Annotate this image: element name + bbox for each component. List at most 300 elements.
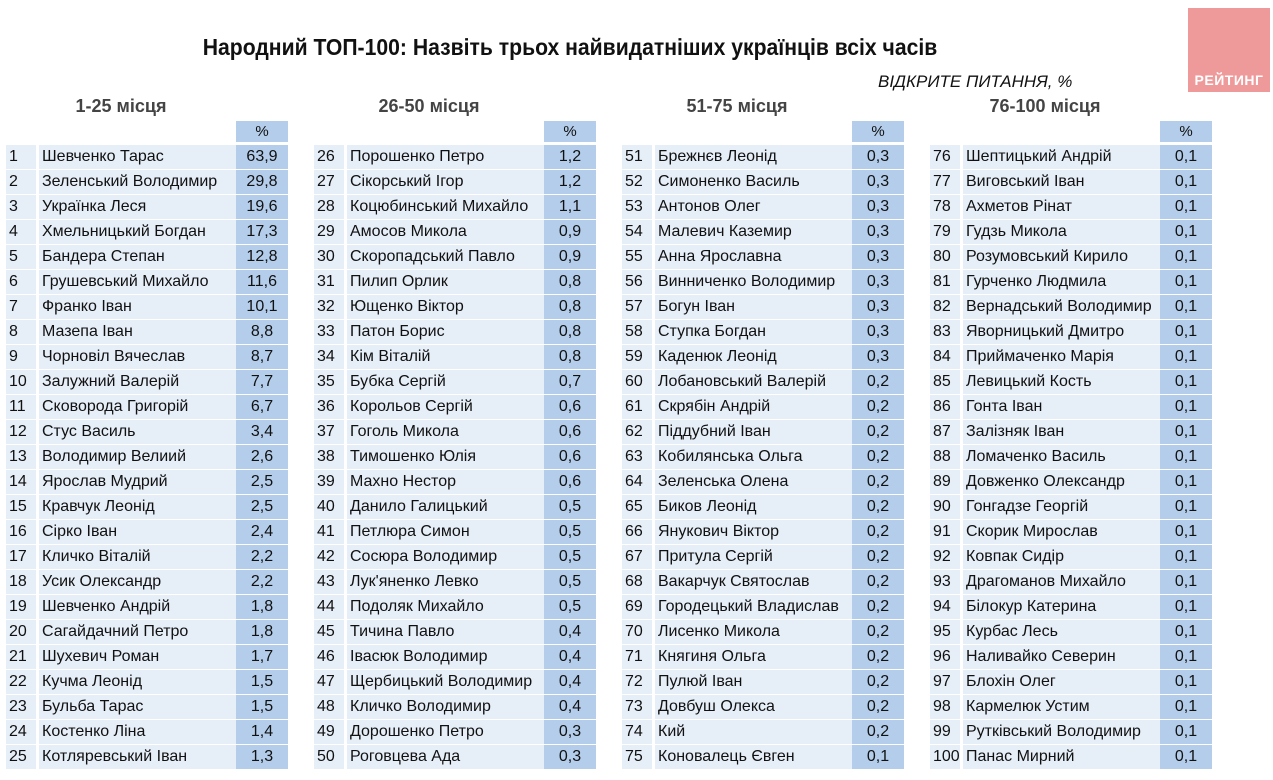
percent-value: 2,5 bbox=[236, 495, 288, 520]
percent-value: 2,2 bbox=[236, 570, 288, 595]
rank-number: 74 bbox=[622, 720, 652, 745]
table-row bbox=[6, 745, 296, 770]
percent-value: 0,3 bbox=[544, 720, 596, 745]
percent-value: 0,4 bbox=[544, 645, 596, 670]
rank-number: 99 bbox=[930, 720, 960, 745]
rank-number: 44 bbox=[314, 595, 344, 620]
rank-number: 72 bbox=[622, 670, 652, 695]
person-name: Вернадський Володимир bbox=[963, 295, 1160, 320]
person-name: Залужний Валерій bbox=[39, 370, 236, 395]
table-row bbox=[930, 195, 1220, 220]
percent-value: 63,9 bbox=[236, 145, 288, 170]
ranking-rows bbox=[314, 145, 604, 770]
percent-value: 1,5 bbox=[236, 670, 288, 695]
person-name: Кличко Володимир bbox=[347, 695, 544, 720]
percent-header: % bbox=[544, 121, 596, 142]
table-row bbox=[622, 620, 912, 645]
rank-number: 35 bbox=[314, 370, 344, 395]
rank-number: 2 bbox=[6, 170, 36, 195]
person-name: Усик Олександр bbox=[39, 570, 236, 595]
percent-value: 0,5 bbox=[544, 495, 596, 520]
percent-value: 0,8 bbox=[544, 345, 596, 370]
person-name: Янукович Віктор bbox=[655, 520, 852, 545]
percent-value: 0,1 bbox=[1160, 720, 1212, 745]
percent-value: 7,7 bbox=[236, 370, 288, 395]
rank-number: 10 bbox=[6, 370, 36, 395]
percent-value: 19,6 bbox=[236, 195, 288, 220]
rank-number: 65 bbox=[622, 495, 652, 520]
percent-value: 0,4 bbox=[544, 695, 596, 720]
person-name: Кучма Леонід bbox=[39, 670, 236, 695]
table-row bbox=[6, 545, 296, 570]
rank-number: 81 bbox=[930, 270, 960, 295]
rank-number: 17 bbox=[6, 545, 36, 570]
percent-value: 0,9 bbox=[544, 220, 596, 245]
person-name: Лук'яненко Левко bbox=[347, 570, 544, 595]
rank-number: 62 bbox=[622, 420, 652, 445]
table-row bbox=[314, 745, 604, 770]
table-row bbox=[314, 220, 604, 245]
table-row bbox=[622, 320, 912, 345]
table-row bbox=[6, 495, 296, 520]
person-name: Княгиня Ольга bbox=[655, 645, 852, 670]
table-row bbox=[6, 270, 296, 295]
rank-number: 11 bbox=[6, 395, 36, 420]
column-header: 1-25 місця bbox=[75, 96, 167, 116]
percent-value: 0,3 bbox=[852, 220, 904, 245]
rank-number: 18 bbox=[6, 570, 36, 595]
percent-value: 0,4 bbox=[544, 670, 596, 695]
person-name: Лобановський Валерій bbox=[655, 370, 852, 395]
person-name: Шухевич Роман bbox=[39, 645, 236, 670]
rank-number: 56 bbox=[622, 270, 652, 295]
person-name: Данило Галицький bbox=[347, 495, 544, 520]
rank-number: 37 bbox=[314, 420, 344, 445]
person-name: Грушевський Михайло bbox=[39, 270, 236, 295]
table-row bbox=[930, 370, 1220, 395]
table-row bbox=[930, 220, 1220, 245]
table-row bbox=[314, 695, 604, 720]
rank-number: 59 bbox=[622, 345, 652, 370]
table-row bbox=[622, 270, 912, 295]
percent-value: 1,8 bbox=[236, 620, 288, 645]
percent-value: 0,2 bbox=[852, 720, 904, 745]
rank-number: 36 bbox=[314, 395, 344, 420]
person-name: Кий bbox=[655, 720, 852, 745]
percent-value: 8,7 bbox=[236, 345, 288, 370]
percent-value: 0,2 bbox=[852, 395, 904, 420]
table-row bbox=[314, 245, 604, 270]
rank-number: 64 bbox=[622, 470, 652, 495]
percent-header: % bbox=[236, 121, 288, 142]
table-row bbox=[622, 595, 912, 620]
table-row bbox=[622, 345, 912, 370]
table-row bbox=[622, 545, 912, 570]
rank-number: 70 bbox=[622, 620, 652, 645]
person-name: Роговцева Ада bbox=[347, 745, 544, 770]
rank-number: 15 bbox=[6, 495, 36, 520]
percent-value: 0,1 bbox=[852, 745, 904, 770]
percent-value: 0,1 bbox=[1160, 270, 1212, 295]
table-row bbox=[930, 245, 1220, 270]
person-name: Мазепа Іван bbox=[39, 320, 236, 345]
person-name: Стус Василь bbox=[39, 420, 236, 445]
rank-number: 61 bbox=[622, 395, 652, 420]
table-row bbox=[930, 320, 1220, 345]
table-row bbox=[314, 645, 604, 670]
person-name: Володимир Велиий bbox=[39, 445, 236, 470]
rank-number: 39 bbox=[314, 470, 344, 495]
percent-value: 1,5 bbox=[236, 695, 288, 720]
person-name: Довбуш Олекса bbox=[655, 695, 852, 720]
table-row bbox=[314, 445, 604, 470]
person-name: Зеленська Олена bbox=[655, 470, 852, 495]
person-name: Гудзь Микола bbox=[963, 220, 1160, 245]
rank-number: 29 bbox=[314, 220, 344, 245]
table-row bbox=[314, 670, 604, 695]
person-name: Блохін Олег bbox=[963, 670, 1160, 695]
table-row bbox=[622, 170, 912, 195]
rank-number: 88 bbox=[930, 445, 960, 470]
rank-number: 71 bbox=[622, 645, 652, 670]
rank-number: 86 bbox=[930, 395, 960, 420]
percent-value: 3,4 bbox=[236, 420, 288, 445]
percent-value: 0,1 bbox=[1160, 145, 1212, 170]
person-name: Вакарчук Святослав bbox=[655, 570, 852, 595]
percent-value: 0,1 bbox=[1160, 295, 1212, 320]
person-name: Ярослав Мудрий bbox=[39, 470, 236, 495]
rank-number: 38 bbox=[314, 445, 344, 470]
table-row bbox=[6, 345, 296, 370]
rank-number: 14 bbox=[6, 470, 36, 495]
person-name: Чорновіл Вячеслав bbox=[39, 345, 236, 370]
table-row bbox=[6, 220, 296, 245]
table-row bbox=[6, 445, 296, 470]
table-row bbox=[314, 420, 604, 445]
percent-value: 0,3 bbox=[852, 320, 904, 345]
rank-number: 33 bbox=[314, 320, 344, 345]
person-name: Левицький Кость bbox=[963, 370, 1160, 395]
percent-value: 0,1 bbox=[1160, 495, 1212, 520]
rank-number: 1 bbox=[6, 145, 36, 170]
person-name: Сосюра Володимир bbox=[347, 545, 544, 570]
rank-number: 16 bbox=[6, 520, 36, 545]
person-name: Бандера Степан bbox=[39, 245, 236, 270]
table-row bbox=[622, 495, 912, 520]
percent-value: 11,6 bbox=[236, 270, 288, 295]
table-row bbox=[6, 195, 296, 220]
person-name: Брежнєв Леонід bbox=[655, 145, 852, 170]
table-row bbox=[6, 520, 296, 545]
table-row bbox=[622, 645, 912, 670]
table-row bbox=[622, 295, 912, 320]
person-name: Анна Ярославна bbox=[655, 245, 852, 270]
percent-value: 0,2 bbox=[852, 595, 904, 620]
person-name: Пилип Орлик bbox=[347, 270, 544, 295]
rank-number: 68 bbox=[622, 570, 652, 595]
person-name: Симоненко Василь bbox=[655, 170, 852, 195]
rank-number: 12 bbox=[6, 420, 36, 445]
rank-number: 97 bbox=[930, 670, 960, 695]
page-title: Народний ТОП-100: Назвіть трьох найвидатніших українців всіх часів bbox=[202, 34, 938, 60]
table-row bbox=[314, 395, 604, 420]
person-name: Ющенко Віктор bbox=[347, 295, 544, 320]
rank-number: 43 bbox=[314, 570, 344, 595]
table-row bbox=[930, 645, 1220, 670]
person-name: Франко Іван bbox=[39, 295, 236, 320]
rank-number: 41 bbox=[314, 520, 344, 545]
rank-number: 40 bbox=[314, 495, 344, 520]
rank-number: 34 bbox=[314, 345, 344, 370]
table-row bbox=[622, 245, 912, 270]
table-row bbox=[930, 520, 1220, 545]
table-row bbox=[6, 720, 296, 745]
person-name: Гоголь Микола bbox=[347, 420, 544, 445]
person-name: Кобилянська Ольга bbox=[655, 445, 852, 470]
percent-value: 1,8 bbox=[236, 595, 288, 620]
table-row bbox=[930, 620, 1220, 645]
rank-number: 4 bbox=[6, 220, 36, 245]
percent-value: 0,5 bbox=[544, 595, 596, 620]
percent-value: 0,3 bbox=[544, 745, 596, 770]
person-name: Богун Іван bbox=[655, 295, 852, 320]
rank-number: 55 bbox=[622, 245, 652, 270]
table-row bbox=[6, 170, 296, 195]
table-row bbox=[314, 570, 604, 595]
person-name: Коновалець Євген bbox=[655, 745, 852, 770]
percent-value: 8,8 bbox=[236, 320, 288, 345]
rank-number: 57 bbox=[622, 295, 652, 320]
person-name: Українка Леся bbox=[39, 195, 236, 220]
percent-value: 0,1 bbox=[1160, 670, 1212, 695]
rank-number: 73 bbox=[622, 695, 652, 720]
person-name: Тичина Павло bbox=[347, 620, 544, 645]
percent-value: 0,6 bbox=[544, 470, 596, 495]
person-name: Антонов Олег bbox=[655, 195, 852, 220]
person-name: Кличко Віталій bbox=[39, 545, 236, 570]
question-type-label: ВІДКРИТЕ ПИТАННЯ, % bbox=[878, 72, 1073, 91]
rank-number: 25 bbox=[6, 745, 36, 770]
percent-value: 0,1 bbox=[1160, 170, 1212, 195]
table-row bbox=[622, 470, 912, 495]
rank-number: 42 bbox=[314, 545, 344, 570]
person-name: Ломаченко Василь bbox=[963, 445, 1160, 470]
percent-value: 10,1 bbox=[236, 295, 288, 320]
rank-number: 3 bbox=[6, 195, 36, 220]
person-name: Сагайдачний Петро bbox=[39, 620, 236, 645]
percent-value: 0,1 bbox=[1160, 420, 1212, 445]
table-row bbox=[314, 620, 604, 645]
person-name: Коцюбинський Михайло bbox=[347, 195, 544, 220]
ranking-rows bbox=[622, 145, 912, 770]
rank-number: 19 bbox=[6, 595, 36, 620]
person-name: Бульба Тарас bbox=[39, 695, 236, 720]
person-name: Каденюк Леонід bbox=[655, 345, 852, 370]
percent-value: 2,6 bbox=[236, 445, 288, 470]
rank-number: 52 bbox=[622, 170, 652, 195]
table-row bbox=[314, 495, 604, 520]
percent-value: 0,8 bbox=[544, 270, 596, 295]
person-name: Ковпак Сидір bbox=[963, 545, 1160, 570]
person-name: Амосов Микола bbox=[347, 220, 544, 245]
person-name: Кім Віталій bbox=[347, 345, 544, 370]
person-name: Дорошенко Петро bbox=[347, 720, 544, 745]
person-name: Довженко Олександр bbox=[963, 470, 1160, 495]
person-name: Яворницький Дмитро bbox=[963, 320, 1160, 345]
person-name: Петлюра Симон bbox=[347, 520, 544, 545]
rank-number: 53 bbox=[622, 195, 652, 220]
percent-value: 0,3 bbox=[852, 145, 904, 170]
percent-value: 0,2 bbox=[852, 520, 904, 545]
person-name: Котляревський Іван bbox=[39, 745, 236, 770]
table-row bbox=[6, 645, 296, 670]
table-row bbox=[314, 270, 604, 295]
person-name: Малевич Каземир bbox=[655, 220, 852, 245]
rank-number: 69 bbox=[622, 595, 652, 620]
table-row bbox=[314, 720, 604, 745]
table-row bbox=[6, 595, 296, 620]
table-row bbox=[6, 420, 296, 445]
percent-value: 6,7 bbox=[236, 395, 288, 420]
percent-value: 0,5 bbox=[544, 520, 596, 545]
person-name: Пулюй Іван bbox=[655, 670, 852, 695]
percent-value: 0,1 bbox=[1160, 595, 1212, 620]
percent-value: 0,1 bbox=[1160, 395, 1212, 420]
rank-number: 28 bbox=[314, 195, 344, 220]
table-row bbox=[6, 320, 296, 345]
table-row bbox=[6, 145, 296, 170]
person-name: Драгоманов Михайло bbox=[963, 570, 1160, 595]
percent-value: 0,2 bbox=[852, 645, 904, 670]
rank-number: 63 bbox=[622, 445, 652, 470]
person-name: Щербицький Володимир bbox=[347, 670, 544, 695]
rank-number: 95 bbox=[930, 620, 960, 645]
person-name: Притула Сергій bbox=[655, 545, 852, 570]
rank-number: 78 bbox=[930, 195, 960, 220]
table-row bbox=[6, 695, 296, 720]
percent-value: 0,1 bbox=[1160, 320, 1212, 345]
ranking-rows bbox=[930, 145, 1220, 770]
rank-number: 31 bbox=[314, 270, 344, 295]
table-row bbox=[930, 470, 1220, 495]
rating-logo bbox=[1188, 8, 1270, 92]
table-row bbox=[622, 370, 912, 395]
percent-value: 1,1 bbox=[544, 195, 596, 220]
person-name: Наливайко Северин bbox=[963, 645, 1160, 670]
table-row bbox=[930, 420, 1220, 445]
percent-value: 0,8 bbox=[544, 295, 596, 320]
rank-number: 23 bbox=[6, 695, 36, 720]
rank-number: 13 bbox=[6, 445, 36, 470]
rank-number: 20 bbox=[6, 620, 36, 645]
percent-header: % bbox=[1160, 121, 1212, 142]
table-row bbox=[6, 570, 296, 595]
table-row bbox=[622, 695, 912, 720]
table-row bbox=[6, 245, 296, 270]
table-row bbox=[930, 345, 1220, 370]
table-row bbox=[930, 270, 1220, 295]
table-row bbox=[6, 295, 296, 320]
percent-value: 0,6 bbox=[544, 445, 596, 470]
table-row bbox=[622, 670, 912, 695]
percent-value: 0,3 bbox=[852, 195, 904, 220]
percent-value: 0,2 bbox=[852, 470, 904, 495]
person-name: Кармелюк Устим bbox=[963, 695, 1160, 720]
rank-number: 5 bbox=[6, 245, 36, 270]
percent-value: 0,2 bbox=[852, 695, 904, 720]
rank-number: 93 bbox=[930, 570, 960, 595]
person-name: Махно Нестор bbox=[347, 470, 544, 495]
rank-number: 8 bbox=[6, 320, 36, 345]
percent-value: 29,8 bbox=[236, 170, 288, 195]
table-row bbox=[314, 320, 604, 345]
rank-number: 83 bbox=[930, 320, 960, 345]
percent-value: 0,2 bbox=[852, 370, 904, 395]
rank-number: 45 bbox=[314, 620, 344, 645]
percent-value: 0,1 bbox=[1160, 245, 1212, 270]
person-name: Зеленський Володимир bbox=[39, 170, 236, 195]
table-row bbox=[930, 495, 1220, 520]
percent-value: 0,2 bbox=[852, 620, 904, 645]
person-name: Гонгадзе Георгій bbox=[963, 495, 1160, 520]
table-row bbox=[314, 195, 604, 220]
rank-number: 32 bbox=[314, 295, 344, 320]
rank-number: 54 bbox=[622, 220, 652, 245]
person-name: Івасюк Володимир bbox=[347, 645, 544, 670]
person-name: Биков Леонід bbox=[655, 495, 852, 520]
table-row bbox=[930, 670, 1220, 695]
table-row bbox=[622, 745, 912, 770]
table-row bbox=[930, 445, 1220, 470]
percent-value: 0,1 bbox=[1160, 745, 1212, 770]
percent-value: 0,7 bbox=[544, 370, 596, 395]
table-row bbox=[314, 595, 604, 620]
percent-value: 0,5 bbox=[544, 545, 596, 570]
percent-value: 0,1 bbox=[1160, 470, 1212, 495]
percent-value: 0,1 bbox=[1160, 545, 1212, 570]
person-name: Сікорський Ігор bbox=[347, 170, 544, 195]
percent-value: 0,1 bbox=[1160, 645, 1212, 670]
percent-value: 0,6 bbox=[544, 395, 596, 420]
table-row bbox=[314, 370, 604, 395]
person-name: Сірко Іван bbox=[39, 520, 236, 545]
person-name: Ахметов Рінат bbox=[963, 195, 1160, 220]
ranking-rows bbox=[6, 145, 296, 770]
rank-number: 84 bbox=[930, 345, 960, 370]
table-row bbox=[930, 145, 1220, 170]
rank-number: 6 bbox=[6, 270, 36, 295]
rank-number: 7 bbox=[6, 295, 36, 320]
table-row bbox=[314, 295, 604, 320]
percent-value: 0,1 bbox=[1160, 570, 1212, 595]
table-row bbox=[6, 370, 296, 395]
table-row bbox=[930, 295, 1220, 320]
percent-value: 2,4 bbox=[236, 520, 288, 545]
rank-number: 49 bbox=[314, 720, 344, 745]
rank-number: 50 bbox=[314, 745, 344, 770]
column-header: 76-100 місця bbox=[989, 96, 1101, 116]
person-name: Корольов Сергій bbox=[347, 395, 544, 420]
rank-number: 22 bbox=[6, 670, 36, 695]
table-row bbox=[930, 695, 1220, 720]
table-row bbox=[622, 420, 912, 445]
rank-number: 27 bbox=[314, 170, 344, 195]
person-name: Подоляк Михайло bbox=[347, 595, 544, 620]
person-name: Ступка Богдан bbox=[655, 320, 852, 345]
rank-number: 24 bbox=[6, 720, 36, 745]
table-row bbox=[622, 445, 912, 470]
rank-number: 94 bbox=[930, 595, 960, 620]
